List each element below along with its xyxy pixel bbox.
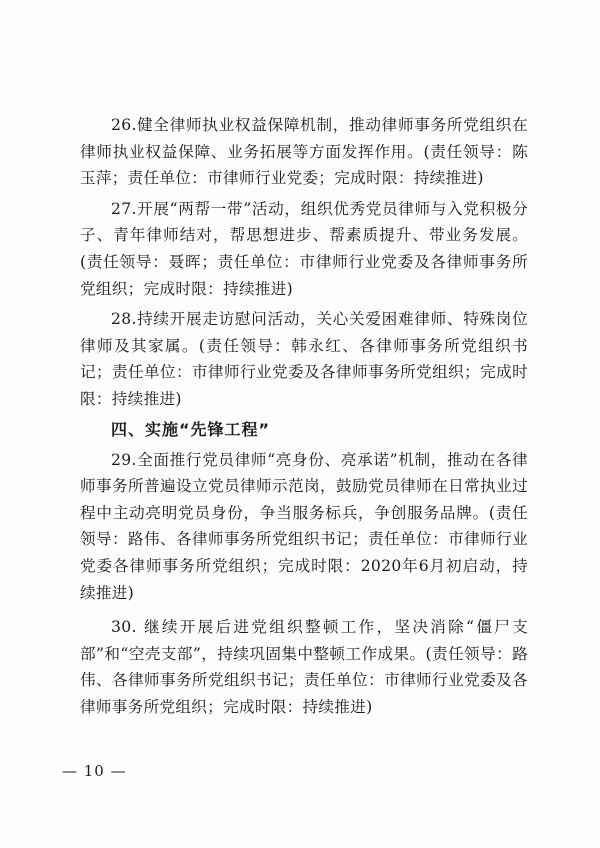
page-number: — 10 — bbox=[62, 762, 127, 780]
section-heading: 四、实施“先锋工程” bbox=[111, 419, 271, 439]
item-28-paragraph: 28.持续开展走访慰问活动，关心关爱困难律师、特殊岗位律师及其家属。(责任领导：韩永红、各律师事务所党组织书记；责任单位：市律师行业党委及各律师事务所党组织；完成时限：持续推进) bbox=[80, 310, 528, 408]
item-26-paragraph: 26.健全律师执业权益保障机制，推动律师事务所党组织在律师执业权益保障、业务拓展等方面发挥作用。(责任领导：陈玉萍；责任单位：市律师行业党委；完成时限：持续推进) bbox=[80, 116, 528, 188]
item-29-paragraph: 29.全面推行党员律师“亮身份、亮承诺”机制，推动在各律师事务所普遍设立党员律师示范岗，鼓励党员律师在日常执业过程中主动亮明党员身份，争当服务标兵，争创服务品牌。(责任领导：路伟、各律师事务所党组织书记；责任单位：市律师行业党委各律师事务所党组织；完成时限：2020年6月初启动，持续推进) bbox=[80, 450, 528, 602]
item-30-paragraph: 30. 继续开展后进党组织整顿工作，坚决消除“僵尸支部”和“空壳支部”，持续巩固集中整顿工作成果。(责任领导：路伟、各律师事务所党组织书记；责任单位：市律师行业党委及各律师事务所党组织；完成时限：持续推进) bbox=[80, 618, 528, 716]
document-body bbox=[80, 112, 528, 720]
item-27-paragraph: 27.开展“两帮一带”活动，组织优秀党员律师与入党积极分子、青年律师结对，帮思想进步、帮素质提升、带业务发展。(责任领导：聂晖；责任单位：市律师行业党委及各律师事务所党组织；完成时限：持续推进) bbox=[80, 199, 528, 298]
